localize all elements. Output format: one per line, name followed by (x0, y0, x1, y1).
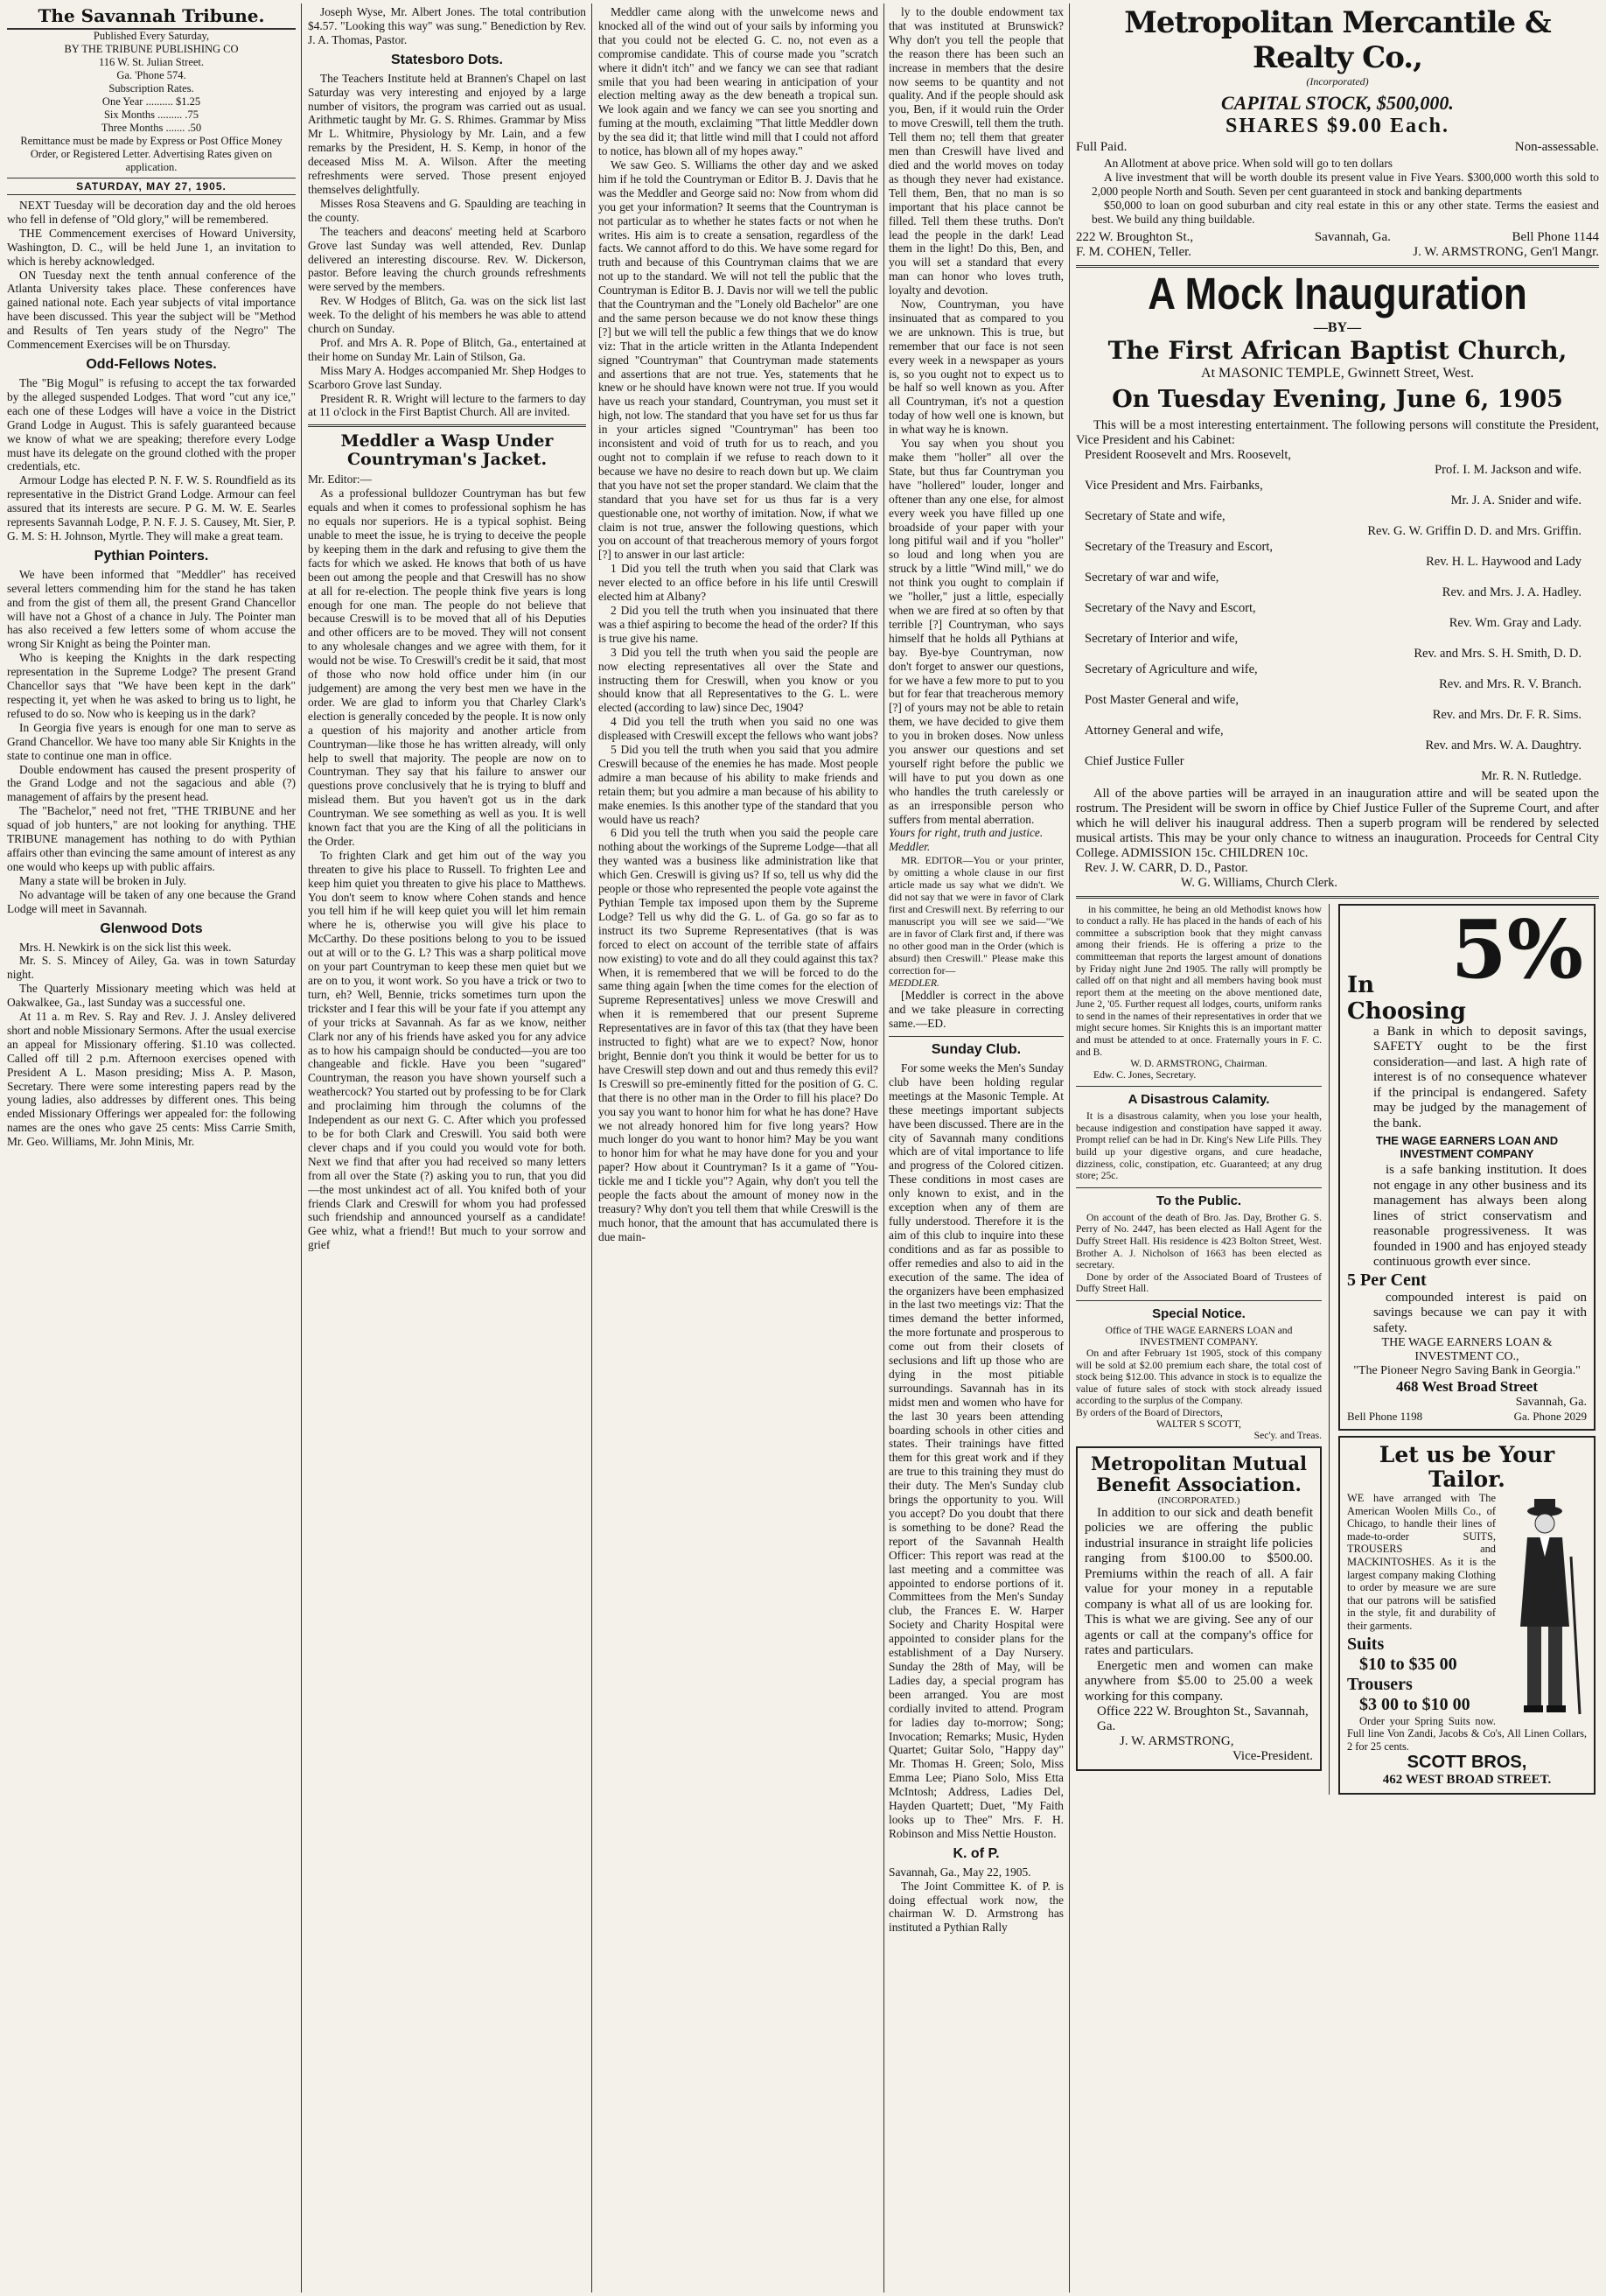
cabinet-role: Chief Justice Fuller (1085, 753, 1184, 768)
cabinet-entry (1076, 632, 1599, 662)
paragraph: You say when you shout you make them "holler" all over the State, but thus far Countryman you have "hollered" louder, longer and oftener than any one else, for almost every week you have filled up one broadside of your paper with your long pitiful wail and if you "holler" so loud and long when you are struck by a little "Wind mill," we do not think you ought to complain if we "holler," just a little, especially when we are fired at so often by that terrible [?] Countryman, who says himself that he holds all Pythians at bay. Bye-bye Countryman, now don't forget to answer our questions, for we have a few more to put to you but for fear that treacherous memory [?] of yours may not be able to retain them, we have decided to give them to you in broken doses. Now unless you answer our questions and set yourself right before the public we will have to put you down as one who handles the truth carelessly or as an irresponsible person who suffers from mental aberration. (889, 437, 1064, 826)
paragraph: At 11 a. m Rev. S. Ray and Rev. J. J. Ansley delivered short and noble Missionary Sermons. After the usual exercise an appeal for Missionary offering. $1.10 was collected. Called off till 2 p.m. Afternoon exercises opened with President A L. Mason presiding; Miss A. P. Mason, Secretary. There were some interesting papers read by the young ladies, also addresses by different ones. This being ended Missionary Offerings wer appealed for: the following names are the ones who gave 25 cents: Miss Carrie Smith, Mr. Geo. Williams, Mr. John Minis, Mr. (7, 1010, 296, 1149)
cabinet-role: Secretary of the Treasury and Escort, (1085, 539, 1274, 554)
lower-ads (1076, 901, 1599, 1796)
paragraph: As a professional bulldozer Countryman has but few equals and when it comes to professional sophism he has no equals nor superiors. He is a typical sophist. Being unable to meet the issue, he is trying to deceive the people by keeping them in the dark and refusing to give them the facts for which we asked. He knows that both of us have been out among the people and that Creswill has no show at all for re-election. The people think five years is long enough for one man. The people do not believe that because Creswill is to be moved that all of his Deputies and other officers are to be moved. They will not consent to any wholesale changes and we agree with them, for it would not be wise. To Creswill's credit be it said, that most of those who now hold office under him (in our judgement) are among the very best men we have in the order. We are glad to inform you that Charley Clark's election is generally conceded by the people. It is now only a question of his majority and another article from Countryman—like those he has written already, will only help to swell that majority. The people are now on to Countryman. They say that his failure to answer our questions prove conclusively that he is trying to bluff and mislead them. But you haven't got us in the dark Countryman. We see something as well as you. It is well known fact that you are the King of all the politicians in the Order. (308, 486, 586, 848)
meddler-article (308, 472, 586, 1252)
wage-earners-ad (1338, 901, 1596, 1432)
wage-city: Savannah, Ga. (1515, 1396, 1587, 1410)
tailor-trousers-price: $3 00 to $10 00 (1359, 1694, 1470, 1714)
wage-ga-phone: Ga. Phone 2029 (1513, 1410, 1587, 1424)
cabinet-entry (1076, 754, 1599, 785)
metro-inc: (Incorporated) (1306, 75, 1369, 88)
text-line: 116 W. St. Julian Street. (98, 56, 205, 68)
mutual-role: Vice-President. (1232, 1749, 1313, 1764)
glenwood-article (7, 941, 296, 1150)
cabinet-entry (1076, 662, 1599, 693)
column-2 (308, 5, 586, 2291)
cabinet-role: Secretary of war and wife, (1085, 570, 1219, 584)
text-line: Six Months ......... .75 (103, 108, 199, 121)
paragraph: Yours for right, truth and justice. (889, 826, 1044, 840)
heading-pythian: Pythian Pointers. (94, 548, 209, 564)
mock-cabinet-list (1076, 448, 1599, 785)
lower-right-ads (1338, 901, 1596, 1796)
paragraph: Savannah, Ga., May 22, 1905. (889, 1865, 1031, 1879)
mutual-title: Metropolitan Mutual Benefit Association. (1091, 1452, 1307, 1495)
issue-date: SATURDAY, MAY 27, 1905. (7, 178, 296, 195)
paragraph: The "Big Mogul" is refusing to accept the tax forwarded by the alleged suspended Lodges. That word "cut any ice," each one of these Lodges will have a voice in the District Grand Lodge in August. This is safely guaranteed because we know of what we are speaking; therefore every Lodge must have its delegate on the ground clothed with the proper credentials, etc. (7, 375, 296, 473)
text-line: One Year .......... $1.25 (101, 95, 201, 108)
cabinet-name: Rev. Wm. Gray and Lady. (1449, 616, 1582, 631)
text-line: Published Every Saturday, (93, 30, 210, 42)
tailor-ad (1338, 1436, 1596, 1795)
paragraph: 6 Did you tell the truth when you said the people care nothing about the workings of the Supreme Lodge—that all they wanted was a business like administration like that which Gen. Creswill is giving us? If so, tell us why did the people or those who represented the people vote against the Pythian Temple tax imposed upon them by the Supreme Lodge? Tell us why did the G. L. of Ga. go so far as to instruct its two Supreme Representatives (that is was forced to elect on account of the terrible state of affairs now existing) to vote and do all they could against this tax? When, it is remembered that we will be forced to do the same thing again [when the time comes for the election of Supreme Representatives] unless we move Creswill and when it is remembered that our present Supreme Representatives are in favor of this tax (that they have been instructed to fight) what are we to expect? Now, honor bright, Bennie don't you think it would be better for us to have Creswill step down and out and thus remedy this evil? Is Creswill so pre-eminently fitted for the position of G. C. that there is no other man in the Order to fill his place? Do you say you want to honor him for what he has done? Have we not already honored him for five long years? How much longer do you want to honor him? May be you want to honor him for what he may have done for you and your paper? How about it Countryman? Is it a game of "You-tickle me and I tickle you"? Again, why don't you tell the people the facts about the amount of money now in the treasury? Why don't you tell them that while Creswill is the much honor, that the amount that has accumulated there is due main- (598, 826, 878, 1243)
heading-odd-fellows: Odd-Fellows Notes. (86, 356, 217, 372)
paragraph: Double endowment has caused the present prosperity of the Grand Lodge and not the sagacious and able (?) management of affairs by the present head. (7, 762, 296, 804)
special-sub: Office of THE WAGE EARNERS LOAN and INVESTMENT COMPANY. (1105, 1324, 1293, 1348)
cabinet-role: Attorney General and wife, (1085, 723, 1224, 738)
paragraph: The Teachers Institute held at Brannen's Chapel on last Saturday was very interesting and enjoyed by a large number of visitors, the program was carried out as usual. Arithmetic taught by Mr. G. S. Rhimes. Grammar by Miss Mr L. Whitmire, Physiology by Mr. Lain, and a few remarks by the President, H. S. Kemp, in honor of the deceased Miss M. A. Wilson. After the meeting refreshments were served. Those present enjoyed themselves delightfully. (308, 71, 586, 196)
meddler-article-continued (598, 5, 878, 1244)
mock-intro: This will be a most interesting entertainment. The following persons will constitute the President, Vice President and his Cabinet: (1076, 417, 1599, 447)
heading-sunday-club: Sunday Club. (931, 1042, 1022, 1057)
wage-addr: 468 West Broad Street (1396, 1378, 1538, 1396)
metro-paid-line (1076, 140, 1599, 155)
paragraph: In Georgia five years is enough for one man to serve as Grand Chancellor. We have too many able Sir Knights in the state to continue one man in office. (7, 720, 296, 762)
cabinet-entry (1076, 693, 1599, 724)
paragraph: ly to the double endowment tax that was instituted at Brunswick? Why don't you tell the people that the reason there has been such an increase in members that the desire now seems to be quantity and not quality. And if the people should ask you, Ben, if it would ruin the Order to move Creswill, tell them the truth. Tell them no; tell them that greater men than Creswill have lived and died and the world moves on today as though they never had existance. Tell them, Ben, that no man is so important that his place cannot be filled. Tell them these truths. Don't lead the people in the dark! Lead them in the light! Do this, Ben, and you will set a standard that every man can honor who loves truth, loyalty and devotion. (889, 5, 1064, 298)
ads-area (1076, 5, 1599, 2291)
cabinet-role: President Roosevelt and Mrs. Roosevelt, (1085, 447, 1292, 462)
masthead: The Savannah Tribune. (7, 5, 296, 30)
paragraph: To frighten Clark and get him out of the way you threaten to give his place to Russell. To frighten Lee and keep him quiet you threaten to give his place to Matthews. You don't seem to know where Cohen stands and hence you tell him if he will keep quiet you will let him remain where he is, otherwise you will give his place to McCarthy. Do these positions belong to you to be issued out at will or to the G. L? This was a sharp political move on your part Countryman to keep these men quiet but we are on to you, it wont work. So you have a trick or two to turn, eh? Well, Bennie, tricks sometimes turn upon the trickster and I fear this will be your fate if you attempt any of your tricks at Savannah. As far as we know, neither Clark nor any of his friends have asked you for any advice as to how his campaign should be conducted—you are too changeable and fickle. Have you been "sugared" Countryman, the reason you have shown yourself such a weathercock? You started out by professing to be for Clark and proclaiming him through the columns of the Independent as our next G. C. After which you professed to be for both Clark and Creswill. You said both were clever chaps and if you could you would vote for both. Next we find that after you had received so many letters from all over the State (?) asking you to run, that you did—the most unkindest act of all. You knifed both of your friends Clark and Creswill for whom you had professed such friendship and announced yourself as a candidate! Gee whiz, what a friend!! But much to your sorrow and grief (308, 848, 586, 1252)
wage-bell-phone: Bell Phone 1198 (1347, 1410, 1423, 1424)
metro-capital: CAPITAL STOCK, $500,000. (1221, 92, 1454, 114)
column-1 (7, 5, 296, 2291)
cabinet-entry (1076, 540, 1599, 570)
divider (308, 424, 586, 427)
five-percent: 5% (1450, 901, 1583, 997)
calamity-text: It is a disastrous calamity, when you lose your health, because indigestion and constipation have sapped it away. Prompt relief can be had in Dr. King's New Life Pills. They build up your digestive organs, and cure headache, dizziness, colic, constipation, etc. Guaranteed; at any drug store; 25c. (1076, 1110, 1322, 1182)
paragraph: 1 Did you tell the truth when you said that Clark was never elected to an office before in his life until Creswill elected him at Albany? (598, 562, 878, 604)
cabinet-name: Rev. and Mrs. S. H. Smith, D. D. (1414, 647, 1582, 662)
divider (1076, 896, 1599, 899)
metro-officers (1076, 245, 1599, 260)
metro-shares: SHARES $9.00 Each. (1225, 115, 1450, 137)
rally-chair: W. D. ARMSTRONG, Chairman. (1130, 1058, 1267, 1070)
cabinet-entry (1076, 448, 1599, 479)
heading-glenwood: Glenwood Dots (100, 920, 203, 936)
cabinet-entry (1076, 724, 1599, 754)
paragraph: Mrs. H. Newkirk is on the sick list this week. (19, 940, 232, 954)
metro-address: 222 W. Broughton St., (1076, 229, 1194, 244)
text-line: Remittance must be made by Express or Post Office Money Order, or Registered Letter. Advertising Rates given on application. (20, 135, 283, 173)
paragraph: For some weeks the Men's Sunday club have been holding regular meetings at the Masonic Temple. At these meetings important subjects have been discussed. There are in the city of Savannah many conditions which are of vital importance to life and progress of the Colored citizen. These conditions in most cases are only known to exist, and in the exception when any of them are fully understood. Therefore it is the aim of this club to inquire into these conditions and as far as possible to offer remedies and also to aid in the execution of the same. The idea of the organizers have been emphasized in the last two meetings viz: That the times demand the better informed, the more fortunate and prosperous to come out from their closets of seclusions and lift up those who are dying in the most pitiable surroundings. Savannah has in its midst men and women who have for the last 30 years been attending boarding schools in other cities and states. Their trainings have fitted them for this great work and if they are true to this training they must do their duty. The Men's Sunday club brings the opportunity to you. Will you accept? Do you doubt that there is something to be done? Read the report of the Savannah Health Officer: This report was read at the last meeting and a committee was appointed to endorse portions of it. Committees from the Men's Sunday club, the Frances E. W. Harper Society and Charity Hospital were appointed to consider plans for the establishment of a Day Nursery. Sunday the 28th of May, will be Ladies day, a special program has been arranged. You are most cordially invited to attend. Program for ladies day to-morrow; Song; Invocation; Remarks; Music, Hyden Quartet; Guitar Solo, "Happy day" Mr. Thomas H. Green; Solo, Miss Emma Lee; Piano Solo, Miss Etta McIntosh; Address, Ladies Del, Hayden Quartett; Duet, "My Faith looks up to Thee" Mrs. F. H. Robinson and Miss Nettie Houston. (889, 1061, 1064, 1840)
cabinet-role: Secretary of Interior and wife, (1085, 631, 1239, 646)
mutual-text: In addition to our sick and death benefit policies we are offering the public industrial insurance in straight life policies ranging from $100.00 to $500.00. Premiums within the reach of all. A fair value for your money in a reputable company is what all of us are looking for. This is what we are giving. See any of our agents or call at the company's office for rates and particulars. (1085, 1505, 1313, 1658)
cabinet-entry (1076, 570, 1599, 601)
column-3 (598, 5, 878, 2291)
text-line: Subscription Rates. (108, 82, 194, 94)
metro-city: Savannah, Ga. (1314, 229, 1391, 244)
paragraph: Meddler. (889, 840, 931, 854)
wage-text3: compounded interest is paid on savings because we can pay it with safety. (1373, 1290, 1587, 1335)
column-rule (591, 4, 592, 2292)
paragraph: Rev. W Hodges of Blitch, Ga. was on the sick list last week. To the delight of his members he was able to attend church on Sunday. (308, 294, 586, 336)
column-rule (883, 4, 884, 2292)
paragraph: The Joint Committee K. of P. is doing effectual work now, the chairman W. D. Armstrong has instituted a Pythian Rally (889, 1879, 1064, 1935)
tailor-firm: SCOTT BROS, (1407, 1753, 1527, 1773)
mutual-office: Office 222 W. Broughton St., Savannah, Ga. (1097, 1704, 1309, 1734)
paragraph: Joseph Wyse, Mr. Albert Jones. The total contribution $4.57. "Looking this way" was sung." Benediction by Rev. J. A. Thomas, Pastor. (308, 5, 586, 46)
cabinet-name: Mr. J. A. Snider and wife. (1450, 494, 1582, 508)
paragraph: Who is keeping the Knights in the dark respecting representation in the Supreme Lodge? The present Grand Chancellor says that "We have been kept in the dark" respecting it, yet when he was asked to bring us to light, he refused to do so. Now who is keeping us in the dark? (7, 651, 296, 720)
public-title: To the Public. (1156, 1193, 1242, 1208)
public-text: On account of the death of Bro. Jas. Day, Brother G. S. Perry of No. 2447, has been elected as Hall Agent for the Duffy Street Hall. His residence is 423 Bolton Street, West. Brother A. J. Nicholson of 1663 has been elected as secretary. (1076, 1211, 1322, 1271)
mock-church: The First African Baptist Church, (1107, 335, 1568, 365)
lower-left-ads (1076, 904, 1330, 1796)
paragraph: 2 Did you tell the truth when you insinuated that there was a thief aspiring to become the head of the order? If this is true give his name. (598, 603, 878, 645)
paragraph: No advantage will be taken of any one because the Grand Lodge will meet in Savannah. (7, 887, 296, 915)
special-text: On and after February 1st 1905, stock of this company will be sold at $2.00 premium each share, the total cost of stock being $12.00. This advance in stock is to equalize the value of future sales of stock with stock already issued according to the surplus of the Company. (1076, 1347, 1322, 1407)
mock-title: A Mock Inauguration (1148, 269, 1527, 319)
odd-fellows-article (7, 376, 296, 543)
paragraph: 3 Did you tell the truth when you said the people are now electing representatives all over the State and instructing them for Creswill, when you know or you should know that all Representatives to the G. L. were elected (according to law) since Dec, 1904? (598, 645, 878, 715)
meddler-article-end (889, 5, 1064, 854)
paragraph: Mr. S. S. Mincey of Ailey, Ga. was in town Saturday night. (7, 954, 296, 982)
paragraph: Misses Rosa Steavens and G. Spaulding are teaching in the county. (308, 196, 586, 224)
cabinet-name: Rev. G. W. Griffin D. D. and Mrs. Griffin. (1367, 524, 1582, 539)
tailor-title: Let us be Your Tailor. (1379, 1442, 1555, 1493)
paragraph: Prof. and Mrs A. R. Pope of Blitch, Ga., entertained at their home on Sunday Mr. Lain of Stilson, Ga. (308, 335, 586, 363)
metro-line: An Allotment at above price. When sold will go to ten dollars (1104, 157, 1393, 170)
imprint (7, 30, 296, 82)
mock-venue: At MASONIC TEMPLE, Gwinnett Street, West. (1201, 365, 1474, 381)
paragraph: THE Commencement exercises of Howard University, Washington, D. C., will be held June 1, an invitation to which is hereby acknowledged. (7, 226, 296, 268)
paragraph: The teachers and deacons' meeting held at Scarboro Grove last Sunday was well attended, Rev. Dunlap delivered an interesting discourse. Rev. W. Dickerson, pastor. Before leaving the church grounds refreshments were served by the members. (308, 224, 586, 294)
text-line: Ga. 'Phone 574. (116, 69, 186, 81)
paragraph: The Quarterly Missionary meeting which was held at Oakwalkee, Ga., last Sunday was a successful one. (7, 982, 296, 1010)
tailor-order: Order your Spring Suits now. Full line Von Zandi, Jacobs & Co's, All Linen Collars, 2 for 25 cents. (1347, 1714, 1587, 1753)
paragraph: ON Tuesday next the tenth annual conference of the Atlanta University takes place. These conferences have gained national note. Each year subjects of vital importance have been discussed. This year the subject will be "Method and Results of Ten years study of the Negro" The Commencement Exercises will be on Thursday. (7, 268, 296, 352)
mock-inauguration-ad (1076, 269, 1599, 891)
mock-pastor: Rev. J. W. CARR, D. D., Pastor. (1085, 860, 1248, 875)
divider (1076, 1187, 1322, 1188)
cabinet-entry (1076, 479, 1599, 509)
pythian-article (7, 568, 296, 916)
heading-statesboro: Statesboro Dots. (390, 52, 503, 67)
note-signature: MEDDLER. (889, 976, 939, 990)
mutual-ad (1076, 1446, 1322, 1772)
wage-text: a Bank in which to deposit savings, SAFETY ought to be the first consideration—and last. A high rate of interest is of no consequence whatever if the principal is endangered. Safety may be judged by the management of the bank. (1373, 1024, 1587, 1130)
paragraph: We have been informed that "Meddler" has received several letters commending him for the stand he has taken and from the gist of them all, the present Grand Chancellor will have not a Ghost of a chance in July. The Pointer man has also received a few letters some of whom accuse the wrong Sir Knight as being the Pointer man. (7, 567, 296, 651)
mutual-text2: Energetic men and women can make anywhere from $5.00 to 25.00 a week working for this company. (1085, 1658, 1313, 1704)
divider (1076, 265, 1599, 268)
column-4 (889, 5, 1064, 2291)
tailor-suits-label: Suits (1347, 1634, 1385, 1654)
wage-phones (1347, 1410, 1587, 1424)
divider (889, 1036, 1064, 1037)
wage-motto: "The Pioneer Negro Saving Bank in Georgia." (1353, 1364, 1581, 1378)
calamity-title: A Disastrous Calamity. (1128, 1092, 1270, 1108)
paragraph: 5 Did you tell the truth when you said that you admire Creswill because of the enemies he has made. Most people admire a man because of his ability to make friends and retain them; but you admire a man because of his ability to make enemies. Is this another type of the standard that you would have us reach? (598, 743, 878, 826)
wage-co: THE WAGE EARNERS LOAN & INVESTMENT CO., (1381, 1336, 1553, 1364)
paragraph: Meddler came along with the unwelcome news and knocked all of the wind out of your sails by informing you that you could not be elected G. C. no, not even as a compromise candidate. This of course made you "scratch where it didn't itch" and we fancy we can see that radiant smile that you had been wearing in anticipation of your election melting away as the dew beneath a tropical sun. We look again and we fancy we can see you snorting and fuming at the mouth, exclaiming "That little Meddler down by the sea did it; that little wind mill that I could not afford to notice, has blown all of my hopes away." (598, 5, 878, 158)
cabinet-role: Secretary of the Navy and Escort, (1085, 600, 1256, 615)
rally-secretary: Edw. C. Jones, Secretary. (1093, 1069, 1197, 1082)
heading-kp: K. of P. (953, 1845, 1000, 1861)
mutual-inc: (INCORPORATED.) (1157, 1494, 1240, 1506)
cabinet-name: Rev. and Mrs. Dr. F. R. Sims. (1432, 708, 1582, 723)
cabinet-entry (1076, 509, 1599, 540)
gentleman-illustration (1503, 1495, 1587, 1723)
heading-meddler: Meddler a Wasp Under Countryman's Jacket. (340, 431, 554, 470)
divider (1076, 1300, 1322, 1301)
special-title: Special Notice. (1152, 1306, 1246, 1321)
paragraph: Now, Countryman, you have insinuated that as compared to you we are unknown. This is true, but remember that our face is not seen every week in a newspaper as yours is, so you ought not to expect us to be half so well known as you. After all Countryman, it's not a question today of how well one is known, but in what way he is known. (889, 298, 1064, 437)
mutual-name: J. W. ARMSTRONG, (1120, 1734, 1234, 1749)
metro-phone: Bell Phone 1144 (1512, 229, 1599, 244)
mock-by: —BY— (1313, 319, 1362, 335)
non-assessable: Non-assessable. (1514, 140, 1599, 154)
public-by: Done by order of the Associated Board of Trustees of Duffy Street Hall. (1076, 1270, 1322, 1295)
tailor-suits-price: $10 to $35 00 (1359, 1654, 1457, 1674)
wage-heading: In Choosing (1347, 971, 1466, 1025)
paragraph: Many a state will be broken in July. (19, 873, 187, 887)
statesboro-article (308, 72, 586, 420)
article-continuation (308, 5, 586, 47)
metro-mercantile-ad (1076, 5, 1599, 260)
tailor-addr: 462 WEST BROAD STREET. (1382, 1773, 1552, 1788)
mock-body: All of the above parties will be arrayed in an inauguration attire and will be seated upon the rostrum. The President will be sworn in office by Chief Justice Fuller of the Supreme Court, and after which he will deliver his inaugural address. Then a superb program will be rendered by selected musical artists. This may be your only chance to witness an inauguration. Proceeds for Central City College. ADMISSION 15c. CHILDREN 10c. (1076, 786, 1599, 860)
cabinet-role: Post Master General and wife, (1085, 692, 1239, 707)
editor-reply: [Meddler is correct in the above and we take pleasure in correcting same.—ED. (889, 989, 1064, 1031)
paragraph: Mr. Editor:— (308, 472, 372, 486)
paragraph: The "Bachelor," need not fret, "THE TRIBUNE and her squad of job hunters," are not looking for anything. THE TRIBUNE management has nothing to do with Pythian affairs other than evincing the same amount of interest as any one would who keeps up with public affairs. (7, 804, 296, 873)
subscription-rates (7, 82, 296, 174)
tailor-text: WE have arranged with The American Woolen Mills Co., of Chicago, to handle their lines of made-to-order SUITS, TROUSERS and MACKINTOSHES. As it is the largest company making Clothing to order by measure we are sure that our patrons will be satisfied in the style, fit and durability of their garments. (1347, 1492, 1496, 1632)
cabinet-name: Rev. and Mrs. R. V. Branch. (1439, 677, 1582, 692)
paragraph: We saw Geo. S. Williams the other day and we asked him if he told the Countryman or Editor B. J. Davis that he was the Meddler and George said no: Now from whom did you get your information? It seems that the Countryman is not particular as to whether he states facts or not when he writes. His aim is to create a sensation, regardless of the facts. We cannot afford to do this. We have some regard for truth and because of this Countryman claims that we are not up to the standard. We will not tell the public that the Countryman is Editor B. J. Davis nor will we tell the public that the Countryman and the "Lonely old Bachelor" are one and the same person because we do not know these things [?] but we will tell the public a few things that we do know viz: That in the article written in the Atlanta Independent signed "Countryman" that Countryman made statements and assertions that are not true. Yes, statements that he knew or he should have known were not true. If you would have us reach your standard, Countryman, you must set it high, not low. The standard that you have set for us thus far in your articles signed "Countryman" has been too inconsistent and void of truth for us to reach, and you ought not to complain if we refuse to reach down to it because we have no desire to reach down but up. We claim that you have not set the proper standard. We claim that the standard that you have set for us thus far is a very questionable one, not worthy of imitation. Now, if what we claim is not true, answer the following questions, which you on account of that treacherous memory of yours forgot [?] to answer in our last article: (598, 158, 878, 562)
metro-body (1076, 157, 1599, 227)
paragraph: Miss Mary A. Hodges accompanied Mr. Shep Hodges to Scarboro Grove last Sunday. (308, 363, 586, 391)
paragraph: President R. R. Wright will lecture to the farmers to day at 11 o'clock in the First Baptist Church. All are invited. (308, 391, 586, 419)
cabinet-role: Secretary of State and wife, (1085, 508, 1225, 523)
metro-line: A live investment that will be worth double its present value in Five Years. $300,000 worth this sold to 2,000 people North and South. Seven per cent guaranteed in stock and banking departments (1092, 170, 1599, 198)
cabinet-name: Rev. and Mrs. J. A. Hadley. (1442, 585, 1582, 600)
column-rule (1069, 4, 1070, 2292)
cabinet-role: Vice President and Mrs. Fairbanks, (1085, 478, 1263, 493)
editor-correction-note: MR. EDITOR—You or your printer, by omitting a whole clause in our first article made us say what we didn't. We did not say that we were in favor of Clark first and Creswill next. By referring to our manuscript you will see we said—"We are in favor of Clark first and, if there was no other good man in the Order (which is absurd) then Creswill." Please make this correction for— (889, 854, 1064, 977)
cabinet-name: Rev. and Mrs. W. A. Daughtry. (1425, 738, 1582, 753)
cabinet-name: Mr. R. N. Rutledge. (1481, 769, 1582, 784)
metro-line: $50,000 to loan on good suburban and city real estate in this or any other state. Terms the easiest and best. We build any thing buildable. (1092, 198, 1599, 226)
special-by: By orders of the Board of Directors, (1076, 1406, 1223, 1418)
rally-text: in his committee, he being an old Methodist knows how to conduct a rally. He has placed in the hands of each of his committee a subscription book that they might canvass among their friends. He is offering a prize to the committeeman that reports the largest amount of donations by Friday night June 2nd 1905. The rally will promptly be called off on that night and all members having book must report them at the meeting on the above mentioned date, June 2, '05. Further request all lodges, courts, uniform ranks to send in the names of their representatives in order that we might secure homes. Sir Knights this is an important matter and must be attended to at once. Fraternally yours in F. C. and B. (1076, 903, 1322, 1058)
special-name: WALTER S SCOTT, (1156, 1418, 1241, 1430)
tailor-trousers-label: Trousers (1347, 1674, 1413, 1694)
editorial-paragraphs (7, 199, 296, 352)
column-rule (301, 4, 302, 2292)
metro-manager: J. W. ARMSTRONG, Gen'l Mangr. (1413, 244, 1599, 259)
text-line: BY THE TRIBUNE PUBLISHING CO (64, 43, 239, 55)
paragraph: 4 Did you tell the truth when you said no one was displeased with Creswill except the fellows who want jobs? (598, 715, 878, 743)
wage-text2: is a safe banking institution. It does not engage in any other business and its management has always been along lines of strict conservatism and reasonable progressiveness. It was founded in 1900 and has enjoyed steady continuous growth ever since. (1373, 1163, 1587, 1270)
cabinet-name: Prof. I. M. Jackson and wife. (1435, 463, 1582, 478)
special-title2: Sec'y. and Treas. (1253, 1429, 1322, 1441)
paragraph: Armour Lodge has elected P. N. F. W. S. Roundfield as its representative in the District Grand Lodge. Armour can feel assured that its interests are secure. P G. M. W. E. Searles represents Savannah Lodge, P. N. F. J. S. Causey, Mt. Sier, P. G. M. S: H. Johnson, Myrtle. They will make a great team. (7, 473, 296, 542)
text-line: Three Months ....... .50 (101, 122, 202, 134)
mock-date: On Tuesday Evening, June 6, 1905 (1112, 385, 1563, 413)
divider (1076, 1086, 1322, 1087)
wage-name: THE WAGE EARNERS LOAN AND INVESTMENT COMPANY (1375, 1134, 1559, 1161)
sunday-club-article (889, 1061, 1064, 1841)
metro-title: Metropolitan Mercantile & Realty Co., (1124, 5, 1551, 75)
cabinet-name: Rev. H. L. Haywood and Lady (1426, 555, 1582, 570)
mock-clerk: W. G. Williams, Church Clerk. (1181, 875, 1338, 890)
metro-address-line (1076, 230, 1599, 245)
cabinet-entry (1076, 601, 1599, 632)
kp-article (889, 1866, 1064, 1936)
paragraph: NEXT Tuesday will be decoration day and the old heroes who fell in defense of "Old glory," will be remembered. (7, 199, 296, 226)
cabinet-role: Secretary of Agriculture and wife, (1085, 662, 1258, 676)
wage-pct-line: 5 Per Cent (1347, 1270, 1427, 1290)
full-paid: Full Paid. (1076, 140, 1128, 154)
metro-teller: F. M. COHEN, Teller. (1076, 244, 1192, 259)
